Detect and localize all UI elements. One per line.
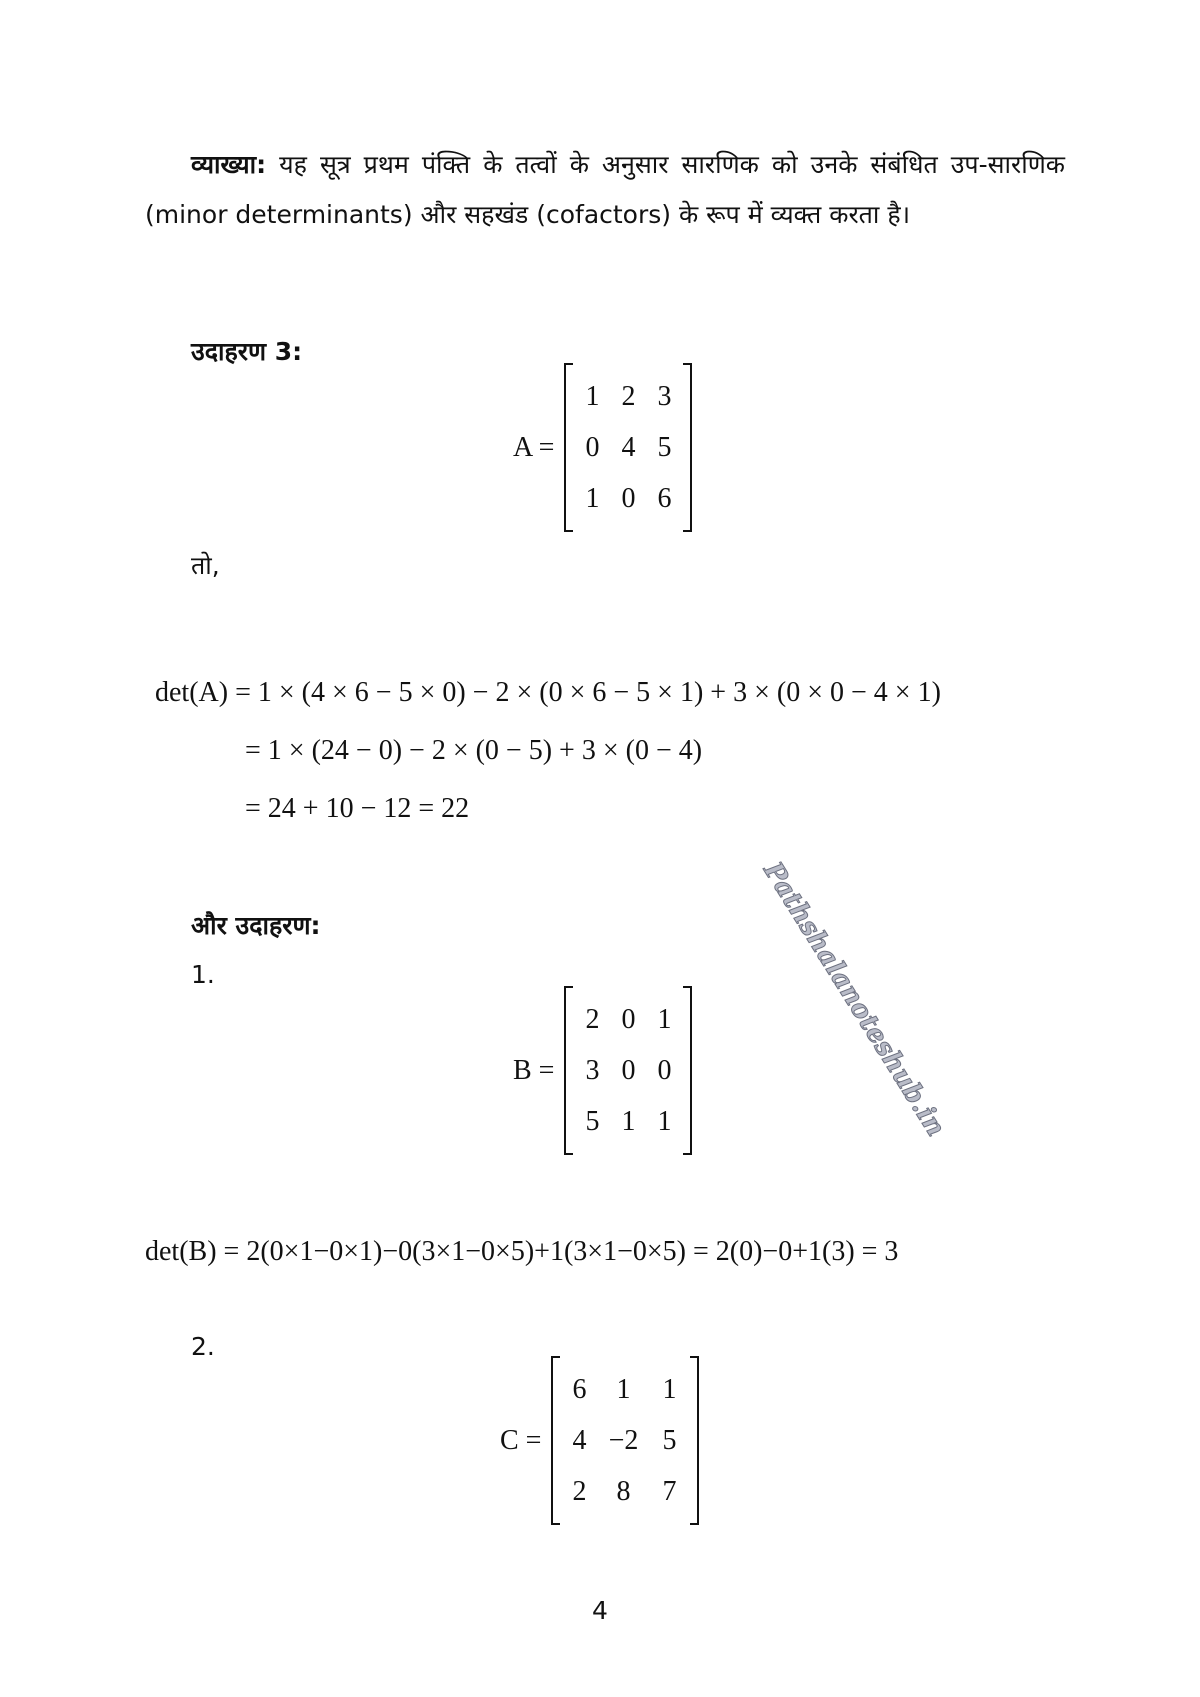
det-a-line-3: = 24 + 10 − 12 = 22 bbox=[245, 793, 470, 824]
matrix-c-label: C = bbox=[500, 1424, 542, 1456]
watermark: Pathshalanoteshub.in bbox=[757, 857, 951, 1142]
explanation-text: यह सूत्र प्रथम पंक्ति के तत्वों के अनुसार सारणिक को उनके संबंधित उप-सारणिक (minor determinants) और सहखंड (cofactors) के रूप में व्यक्त करता है। bbox=[145, 150, 1065, 229]
matrix-cell: −2 bbox=[608, 1425, 639, 1456]
matrix-cell: 2 bbox=[621, 381, 636, 412]
explanation-label: व्याख्या: bbox=[191, 150, 267, 179]
matrix-cell: 5 bbox=[662, 1425, 677, 1456]
matrix-cell: 0 bbox=[621, 483, 636, 514]
matrix-cell: 1 bbox=[621, 1106, 636, 1137]
matrix-cell: 4 bbox=[621, 432, 636, 463]
item-1-number: 1. bbox=[191, 960, 215, 989]
matrix-cell: 8 bbox=[616, 1476, 631, 1507]
matrix-cell: 5 bbox=[657, 432, 672, 463]
det-a-rhs-1: = 1 × (4 × 6 − 5 × 0) − 2 × (0 × 6 − 5 × 1) + 3 × (0 × 0 − 4 × 1) bbox=[235, 677, 941, 708]
matrix-cell: 0 bbox=[621, 1004, 636, 1035]
det-a-line-1 bbox=[155, 677, 941, 709]
then-text: तो, bbox=[191, 551, 220, 580]
matrix-cell: 0 bbox=[621, 1055, 636, 1086]
matrix-cell: 3 bbox=[657, 381, 672, 412]
matrix-cell: 3 bbox=[585, 1055, 600, 1086]
matrix-cell: 0 bbox=[585, 432, 600, 463]
matrix-cell: 1 bbox=[585, 381, 600, 412]
more-examples-heading: और उदाहरण: bbox=[191, 911, 321, 940]
matrix-cell: 5 bbox=[585, 1106, 600, 1137]
matrix-cell: 6 bbox=[572, 1374, 587, 1405]
page-number: 4 bbox=[592, 1596, 608, 1625]
matrix-cell: 1 bbox=[657, 1106, 672, 1137]
matrix-cell: 1 bbox=[616, 1374, 631, 1405]
matrix-b bbox=[513, 988, 692, 1153]
matrix-cell: 4 bbox=[572, 1425, 587, 1456]
item-2-number: 2. bbox=[191, 1332, 215, 1361]
matrix-a-label: A = bbox=[513, 431, 555, 463]
matrix-cell: 1 bbox=[585, 483, 600, 514]
explanation-paragraph bbox=[145, 140, 1065, 240]
matrix-cell: 1 bbox=[657, 1004, 672, 1035]
matrix-a bbox=[513, 365, 692, 530]
det-a-line-2: = 1 × (24 − 0) − 2 × (0 − 5) + 3 × (0 − 4) bbox=[245, 735, 703, 766]
matrix-cell: 2 bbox=[572, 1476, 587, 1507]
example-3-heading: उदाहरण 3: bbox=[191, 337, 303, 366]
matrix-cell: 1 bbox=[662, 1374, 677, 1405]
matrix-b-label: B = bbox=[513, 1054, 555, 1086]
matrix-cell: 7 bbox=[662, 1476, 677, 1507]
matrix-cell: 0 bbox=[657, 1055, 672, 1086]
det-a-lhs: det(A) bbox=[155, 677, 229, 708]
matrix-cell: 6 bbox=[657, 483, 672, 514]
det-b-equation: det(B) = 2(0×1−0×1)−0(3×1−0×5)+1(3×1−0×5) = 2(0)−0+1(3) = 3 bbox=[145, 1236, 899, 1267]
matrix-c bbox=[500, 1358, 699, 1523]
matrix-cell: 2 bbox=[585, 1004, 600, 1035]
